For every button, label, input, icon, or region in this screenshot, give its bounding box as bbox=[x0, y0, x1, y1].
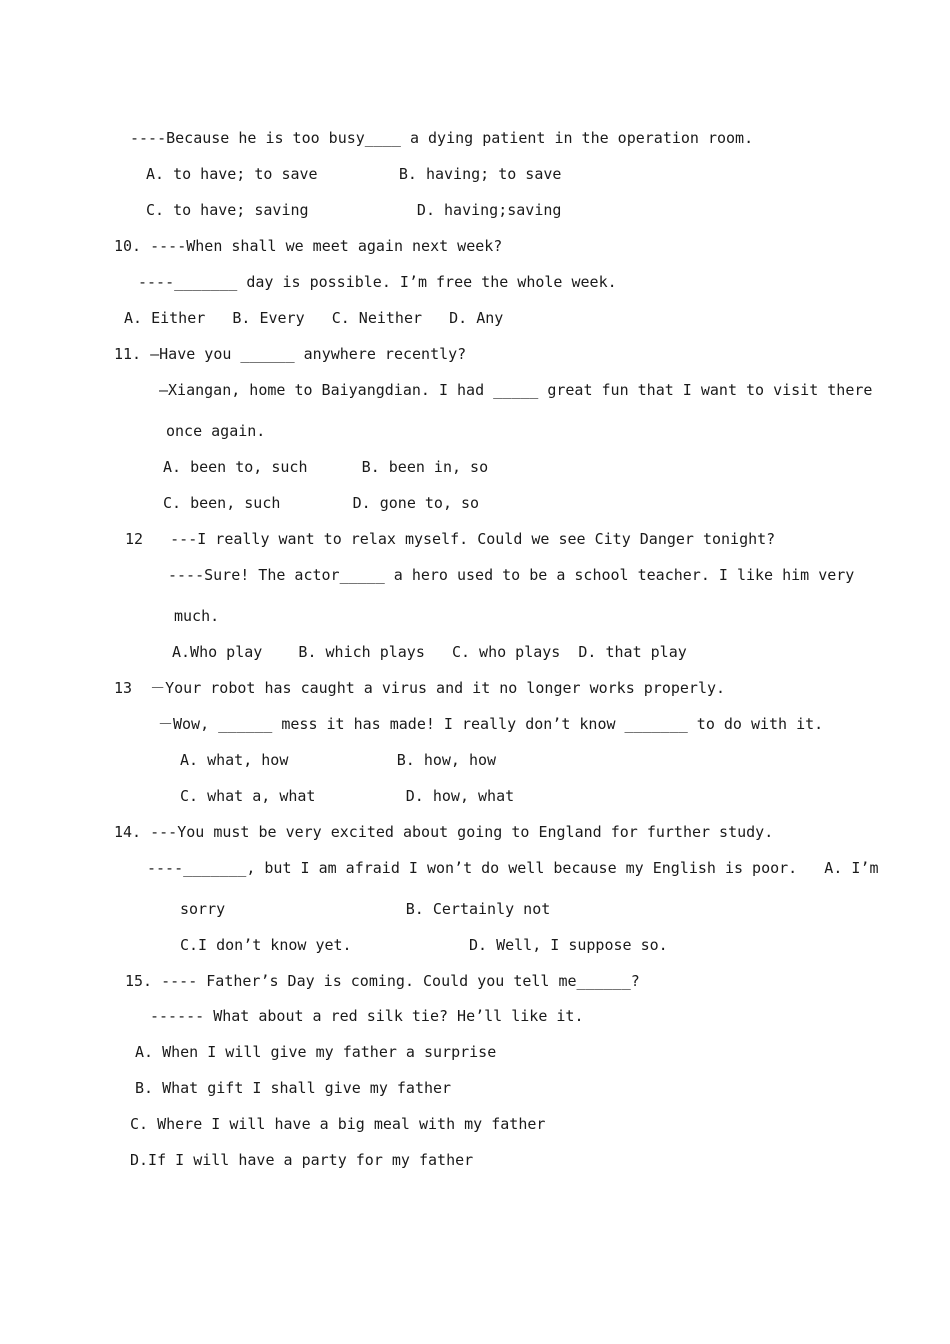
q14-question: 14. ---You must be very excited about going to England for further study. bbox=[114, 823, 774, 841]
q15-question: 15. ---- Father’s Day is coming. Could you tell me______? bbox=[125, 972, 640, 990]
q10-question: 10. ----When shall we meet again next week? bbox=[114, 237, 503, 255]
q12-options: A.Who play B. which plays C. who plays D. that play bbox=[172, 643, 687, 661]
q15-option-b: B. What gift I shall give my father bbox=[135, 1079, 452, 1097]
q14-options-cd: C.I don’t know yet. D. Well, I suppose so. bbox=[180, 936, 668, 954]
q11-question: 11. —Have you ______ anywhere recently? bbox=[114, 345, 467, 363]
q11-answer-line: —Xiangan, home to Baiyangdian. I had _____ great fun that I want to visit there bbox=[159, 381, 873, 399]
q11-options-cd: C. been, such D. gone to, so bbox=[163, 494, 480, 512]
q12-answer-line: ----Sure! The actor_____ a hero used to be a school teacher. I like him very bbox=[168, 566, 855, 584]
q9-options-cd: C. to have; saving D. having;saving bbox=[146, 201, 562, 219]
q10-options: A. Either B. Every C. Neither D. Any bbox=[124, 309, 504, 327]
q10-answer-line: ----_______ day is possible. I’m free the whole week. bbox=[138, 273, 617, 291]
q15-option-d: D.If I will have a party for my father bbox=[130, 1151, 474, 1169]
q13-options-ab: A. what, how B. how, how bbox=[180, 751, 497, 769]
q11-options-ab: A. been to, such B. been in, so bbox=[163, 458, 489, 476]
q9-options-ab: A. to have; to save B. having; to save bbox=[146, 165, 562, 183]
q12-question: 12 ---I really want to relax myself. Could we see City Danger tonight? bbox=[125, 530, 776, 548]
q11-answer-line-cont: once again. bbox=[166, 422, 266, 440]
q13-answer-line: －Wow, ______ mess it has made! I really don’t know _______ to do with it. bbox=[158, 715, 824, 733]
q12-answer-line-cont: much. bbox=[174, 607, 220, 625]
q15-option-a: A. When I will give my father a surprise bbox=[135, 1043, 497, 1061]
q14-options-ab: sorry B. Certainly not bbox=[180, 900, 551, 918]
q14-answer-line: ----_______, but I am afraid I won’t do well because my English is poor. A. I’m bbox=[147, 859, 879, 877]
q9-answer-line: ----Because he is too busy____ a dying patient in the operation room. bbox=[130, 129, 754, 147]
q13-question: 13 －Your robot has caught a virus and it no longer works properly. bbox=[114, 679, 726, 697]
q15-option-c: C. Where I will have a big meal with my father bbox=[130, 1115, 546, 1133]
q15-answer-line: ------ What about a red silk tie? He’ll like it. bbox=[150, 1007, 584, 1025]
q13-options-cd: C. what a, what D. how, what bbox=[180, 787, 515, 805]
